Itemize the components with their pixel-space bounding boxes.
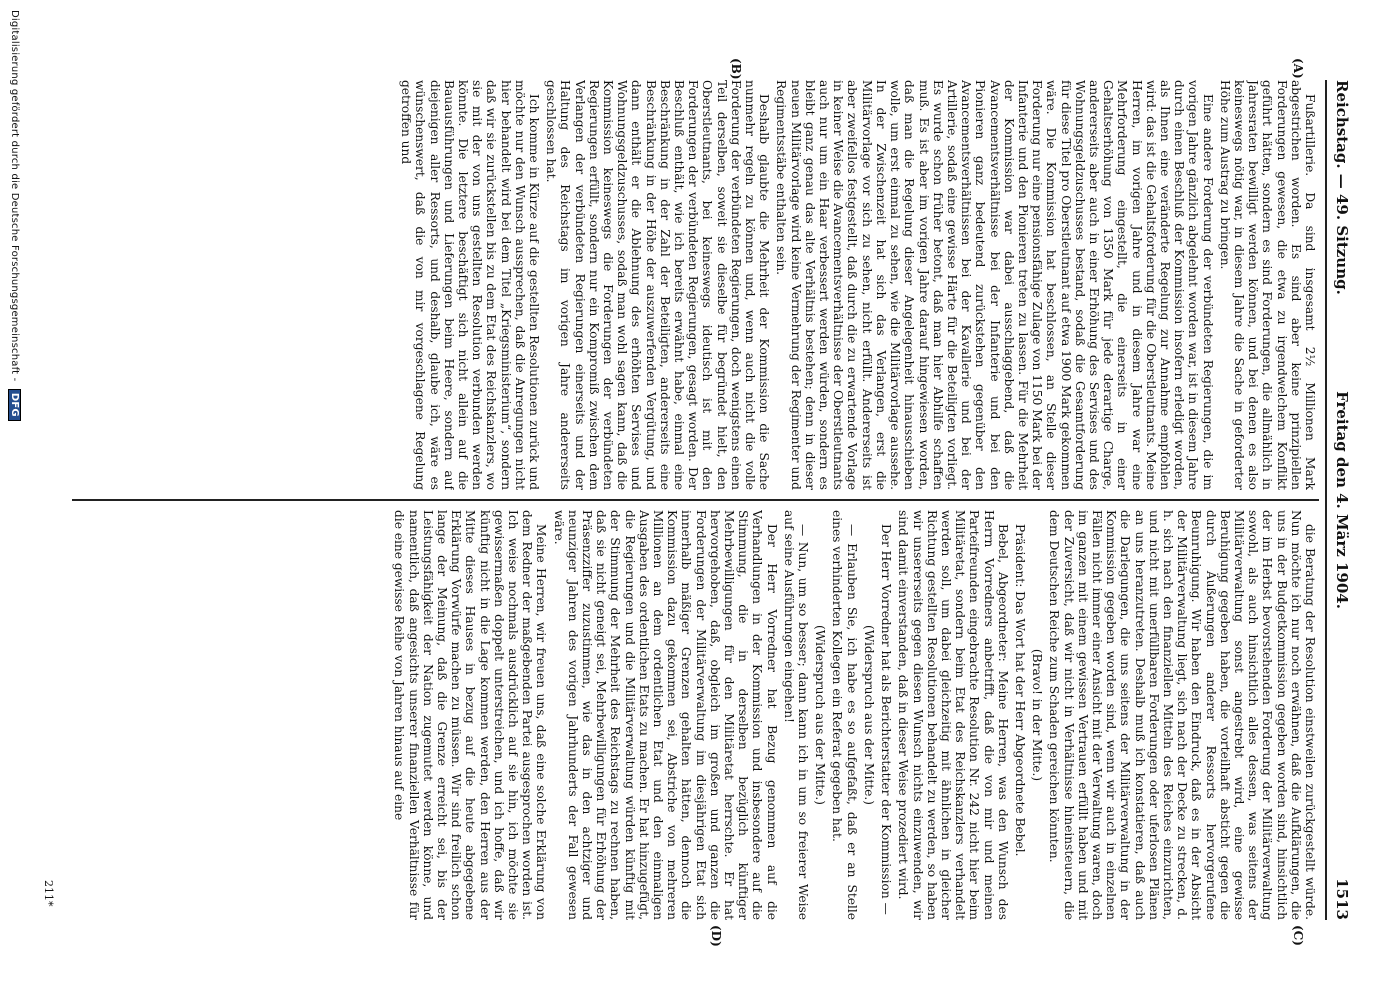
paragraph: Meine Herren, wir freuen uns, daß eine solche Erklärung von dem Redner der maßgebenden Partei ausgesprochen worden ist. Ich weise nochmals ausdrücklich auf sie hin, ich möchte sie gewissermaßen doppelt unterstreichen, und ich hoffe, daß wir künftig nicht in die Lage kommen werden, den Herren aus der Mitte dieses Hauses in bezug auf die heute abgegebene Erklärung Vorwürfe machen zu müssen. Wir sind freilich schon lange der Meinung, daß die Grenze erreicht sei, bis der Leistungsfähigkeit der Nation zugemutet werden könne, und namentlich, daß angesichts unserer finanziellen Verhältnisse für die eine gewisse Reihe von Jahren hinaus auf eine	[392, 510, 549, 920]
footer-text: Digitalisierung gefördert durch die Deutsche Forschungsgemeinschaft -	[9, 10, 20, 382]
margin-mark-c: (C)	[1291, 925, 1305, 946]
page-header	[1325, 80, 1359, 920]
interjection: (Bravo! in der Mitte.)	[1030, 648, 1045, 782]
header-left: Reichstag. — 49. Sitzung.	[1333, 80, 1351, 295]
paragraph: Der Herr Vorredner hat als Berichterstatter der Kommission —	[879, 524, 894, 915]
paragraph: Ich komme in Kürze auf die gestellten Resolutionen zurück und möchte nur den Wunsch aussprechen, daß die Anregungen nicht hier behandelt wird bei dem Titel „Kriegsministerium“, sondern daß wir sie zurückstellen bis zu dem Etat des Reichskanzlers, wo sie mit der von uns gestellten Resolution verbunden werden könnte. Die letztere beschäftigt sich nicht allein auf die Bauausführungen und Lieferungen beim Heere, sondern auf diejenigen aller Ressorts, und deshalb, glaube ich, wäre es wünschenswert, daß die von mir vorgeschlagene Regelung getroffen und	[399, 80, 542, 490]
interjection: (Widerspruch aus der Mitte.)	[861, 624, 876, 806]
margin-mark-b: (B)	[729, 58, 743, 80]
paragraph: Deshalb glaubte die Mehrheit der Kommission die Sache nunmehr regeln zu können und, wenn auch nicht die volle Forderung der verbündeten Regierungen, doch wenigstens einen Teil derselben, soweit sie dieselbe für begründet hielt, den Oberstleutnants, bei keineswegs ideutisch ist mit den Forderungen der verbündeten Regierungen, gesagt worden. Der Beschluß enthält, wie ich bereits erwähnt habe, einmal eine Beschränkung in der Zahl der Beteiligten, andererseits eine Beschränkung in der Höhe der auszuwerfenden Vergütung, und dann enthält er die Ablehnung des erhöhten Servises und Wohnungsgeldzuschusses, sodaß man wohl sagen kann, daß die Kommission keineswegs die Forderungen der verbündeten Regierungen erfüllt, sondern nur ein Kompromiß zwischen dem Verlangen der verbündeten Regierungen einerseits und der Haltung des Reichstags im vorigen Jahre andererseits geschlossen hat.	[544, 80, 772, 490]
paragraph: — Nun, um so besser; dann kann ich in um so freierer Weise auf seine Ausführungen eingehen!	[781, 510, 811, 920]
left-column	[70, 80, 1317, 490]
interjection: (Widerspruch aus der Mitte.)	[813, 624, 828, 806]
paragraph: Fußartillerie. Da sind insgesamt 2½ Millionen Mark abgestrichen worden. Es sind aber keine prinzipiellen Forderungen gewesen, die etwa zu irgendwelchem Konflikt geführt hätten, sondern es sind Forderungen, die allmählich in Jahresraten bewilligt werden können, und bei denen es also keineswegs nötig war, in diesem Jahre die Sache in geforderter Höhe zum Austrag zu bringen.	[1217, 80, 1317, 490]
speaker-paragraph: Bebel, Abgeordneter: Meine Herren, was den Wunsch des Herrn Vorredners anbetrifft, daß die von mir und meinen Parteifreunden eingebrachte Resolution Nr. 242 nicht hier beim Militäretat, sondern beim Etat des Reichskanzlers verhandelt werden soll, um dabei gleichzeitig mit ähnlichen in gleicher Richtung gestellten Resolutionen behandelt zu werden, so haben wir unsererseits gegen diesen Wunsch nichts einzuwenden, wir sind damit einverstanden, daß in dieser Weise prozediert wird.	[896, 510, 1010, 920]
signature-page-number: 211*	[42, 880, 55, 907]
paragraph: die Beratung der Resolution einstweilen zurückgestellt würde. Nun möchte ich nur noch erwähnen, daß die Aufklärungen, die uns in der Budgetkommission gegeben worden sind, hinsichtlich der im Herbst bevorstehenden Forderung der Militärverwaltung sowohl, als auch hinsichtlich alles dessen, was seitens der Militärverwaltung sonst angestrebt wird, eine gewisse Beruhigung gegeben haben, die vorteilhaft absticht gegen die durch Äußerungen anderer Ressorts hervorgerufene Beunruhigung. Wir haben den Eindruck, daß es in der Absicht der Militärverwaltung liegt, sich nach der Decke zu strecken, d. h. sich nach den finanziellen Mitteln des Reiches einzurichten, und nicht mit unerfüllbaren Forderungen oder uferlosen Plänen an uns heranzutreten. Deshalb muß ich konstatieren, daß auch die Darlegungen, die uns seitens der Militärverwaltung in der Kommission gegeben worden sind, wenn wir auch in einzelnen Fällen nicht immer einer Ansicht mit der Verwaltung waren, doch im ganzen mit einem gewissen Vertrauen erfüllt haben und mit der Zuversicht, daß wir nicht in Verhältnisse hineinsteuern, die dem Deutschen Reiche zum Schaden gereichen könnten.	[1047, 510, 1317, 920]
paragraph: — Erlauben Sie, ich habe es so aufgefaßt, daß er an Stelle eines verhinderten Kollegen ein Referat gegeben hat.	[830, 510, 859, 920]
header-center: Freitag den 4. März 1904.	[1333, 391, 1351, 609]
column-divider	[72, 499, 1319, 501]
margin-mark-d: (D)	[709, 925, 723, 947]
paragraph: Der Herr Vorredner hat Bezug genommen auf die Verhandlungen in der Kommission und insbesondere auf die Stimmung, die in derselben bezüglich künftiger Mehrbewilligungen für den Militäretat herrschte. Er hat hervorgehoben, daß, obgleich im großen und ganzen die Forderungen der Militärverwaltung im diesjährigen Etat sich innerhalb mäßiger Grenzen gehalten hätten, dennoch die Kommission dazu gekommen sei, Abstriche von mehreren Millionen an dem ordentlichen Etat und den einmaligen Ausgaben des ordentlichen Etats zu machen. Er hat hinzugefügt, die Regierungen und die Militärverwaltung würden künftig mit der Stimmung der Mehrheit des Reichstags zu rechnen haben, daß sie nicht geneigt sei, Mehrbewilligungen für Erhöhung der Präsenzziffer zuzustimmen, wie das in den achtziger und neunziger Jahren des vorigen Jahrhunderts der Fall gewesen wäre.	[551, 510, 779, 920]
funding-footer	[8, 10, 21, 421]
margin-mark-a: (A)	[1291, 58, 1305, 79]
right-column	[70, 510, 1317, 920]
speaker-paragraph: Präsident: Das Wort hat der Herr Abgeordnete Bebel.	[1012, 524, 1027, 857]
paragraph: Eine andere Forderung der verbündeten Regierungen, die im vorigen Jahre gänzlich abgelehnt worden war, ist in diesem Jahre durch einen Beschluß der Kommission insofern erledigt worden, als Ihnen eine veränderte Regelung zur Annahme empfohlen wird: das ist die Gehaltsforderung für die Oberstleutnants. Meine Herren, im vorigen Jahre und in diesem Jahre war eine Mehrforderung eingestellt, die einerseits in einer Gehaltserhöhung von 1350 Mark für jede derartige Charge, andererseits aber auch in einer Erhöhung des Servises und des Wohnungsgeldzuschusses bestand, sodaß die Gesamtforderung für diese Titel pro Oberstleutnant auf etwa 1900 Mark gekommen wäre. Die Kommission hat beschlossen, an Stelle dieser Forderung nur eine pensionsfähige Zulage von 1150 Mark bei der Infanterie und den Pionieren treten zu lassen. Für die Mehrheit der Kommission war dabei ausschlaggebend, daß die Avancementsverhältnisse bei der Infanterie und bei den Pionieren ganz bedeutend zurückstehen gegenüber den Avancementsverhältnissen bei der Kavallerie und bei der Artillerie, sodaß eine gewisse Härte für die Beteiligten vorliegt. Es wurde schon früher betont, daß man hier Abhilfe schaffen muß. Es ist aber im vorigen Jahre darauf hingewiesen worden, daß man die Regelung dieser Angelegenheit hinausschieben wolle, um erst einmal zu sehen, wie die Militärvorlage aussehe. In der Zwischenzeit hat sich das Verlangen, erst die Militärvorlage vor sich zu sehen, nicht erfüllt. Andererseits ist aber zweifellos festgestellt, daß durch die zu erwartende Vorlage in keiner Weise die Avancementsverhältnisse der Oberstleutnants auch nur um ein Haar verbessert werden würden, sondern es bleibt ganz genau das alte Verhältnis bestehen; denn in dieser neuen Militärvorlage wird keine Vermehrung der Regimenter und Regimentsstäbe enthalten sein.	[774, 80, 1215, 490]
dfg-logo: DFG	[8, 389, 21, 421]
header-page-number: 1513	[1333, 878, 1351, 920]
